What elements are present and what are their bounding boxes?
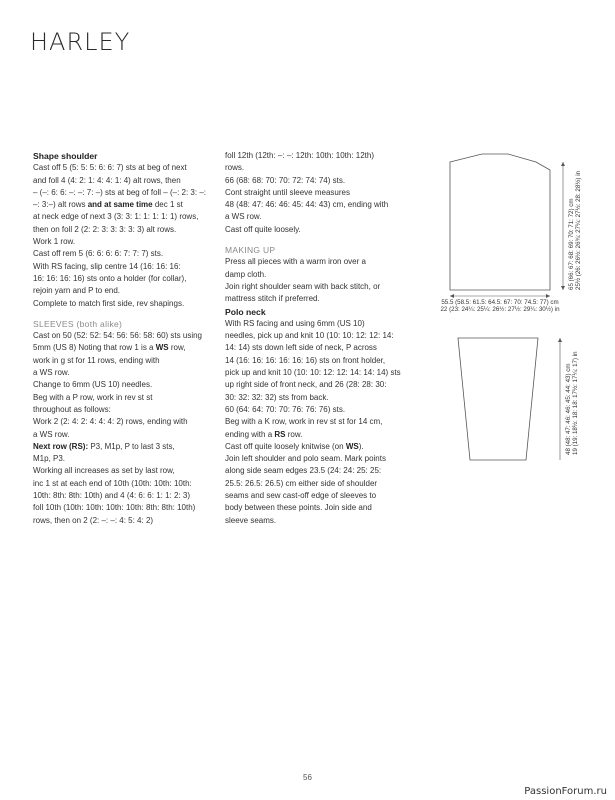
instruction-line: With RS facing, slip centre 14 (16: 16: 16:: [33, 261, 181, 271]
instruction-line: a WS row.: [33, 368, 70, 378]
sleeve-outline: [458, 338, 538, 460]
instruction-line: 14: 14) sts down left side of neck, P across: [225, 343, 377, 353]
instruction-line: rows.: [225, 163, 245, 173]
instruction-line: Join right shoulder seam with back stitch, or: [225, 281, 381, 291]
instruction-line: – (–: 6: 6: –: –: 7: –) sts at beg of foll – (–: 2: 3: –:: [33, 187, 206, 197]
instruction-line: 48 (48: 47: 46: 46: 45: 44: 43) cm, ending with: [225, 200, 389, 210]
shape-shoulder-heading: Shape shoulder: [33, 151, 98, 161]
sleeve-length-label-in: 19 (19: 18½: 18: 18: 17½: 17¼: 17) in: [572, 351, 579, 455]
instruction-line: Work 2 (2: 4: 2: 4: 4: 4: 2) rows, ending with: [33, 417, 188, 427]
instruction-line: mattress stitch if preferred.: [225, 294, 320, 304]
instruction-line: along side seam edges 23.5 (24: 24: 25: 25:: [225, 466, 382, 476]
instruction-line: work in g st for 11 rows, ending with: [33, 355, 160, 365]
instruction-line: rejoin yarn and P to end.: [33, 286, 121, 296]
making-up-heading: MAKING UP: [225, 245, 276, 256]
instruction-line: needles, pick up and knit 10 (10: 10: 12: 12: 14:: [225, 331, 394, 341]
instruction-line: a WS row.: [225, 212, 262, 222]
instruction-line: Working all increases as set by last row,: [33, 466, 175, 476]
instruction-line: 66 (68: 68: 70: 70: 72: 74: 74) sts.: [225, 175, 346, 185]
instruction-line: foll 10th (10th: 10th: 10th: 10th: 8th: 8th: 10th): [33, 503, 196, 513]
instruction-line: body between these points. Join side and: [225, 503, 372, 513]
instruction-line: 60 (64: 64: 70: 70: 76: 76: 76) sts.: [225, 404, 346, 414]
instruction-line: at neck edge of next 3 (3: 3: 1: 1: 1: 1: 1) rows,: [33, 212, 199, 222]
instruction-line: Press all pieces with a warm iron over a: [225, 257, 366, 267]
instruction-line: 25.5: 26.5: 26.5) cm either side of shoulder: [225, 478, 378, 488]
instructions-column-1: [33, 150, 241, 527]
instruction-line: inc 1 st at each end of 10th (10th: 10th: 10th:: [33, 478, 192, 488]
instruction-line: up right side of front neck, and 26 (28: 28: 30:: [225, 380, 387, 390]
instruction-line: Cast on 50 (52: 52: 54: 56: 56: 58: 60) sts using: [33, 331, 202, 341]
instruction-line: foll 12th (12th: –: –: 12th: 10th: 10th: 12th): [225, 151, 374, 160]
instruction-line: Join left shoulder and polo seam. Mark points: [225, 454, 386, 464]
instruction-line: sleeve seams.: [225, 515, 277, 525]
instruction-line: ending with a RS row.: [225, 429, 303, 439]
body-height-label: 65 (66: 67: 68: 69: 70: 71: 72) cm: [568, 198, 575, 290]
instruction-line: Next row (RS): P3, M1p, P to last 3 sts,: [33, 441, 175, 451]
instruction-line: –: 3:–) alt rows and at same time dec 1 st: [33, 200, 183, 210]
instruction-line: Cast off quite loosely.: [225, 224, 301, 234]
instruction-line: damp cloth.: [225, 269, 267, 279]
instruction-line: 14 (16: 16: 16: 16: 16: 16) sts on front holder,: [225, 355, 386, 365]
instruction-line: a WS row.: [33, 429, 70, 439]
sleeve-length-label: 48 (48: 47: 46: 46: 45: 44: 43) cm: [565, 363, 572, 455]
instruction-line: 5mm (US 8) Noting that row 1 is a WS row,: [33, 343, 186, 353]
body-width-label-in: 22 (23: 24¼: 25¼: 26½: 27½: 29¼: 30½) in: [440, 306, 560, 313]
body-height-label-in: 25½ (26: 26½: 26¾: 27¼: 27½: 28: 28½) in: [575, 170, 582, 290]
instruction-line: rows, then on 2 (2: –: –: 4: 5: 4: 2): [33, 515, 154, 525]
instruction-line: With RS facing and using 6mm (US 10): [225, 318, 365, 328]
instruction-line: pick up and knit 10 (10: 10: 12: 12: 14: 14: 14) sts: [225, 368, 401, 378]
instruction-line: and foll 4 (4: 2: 1: 4: 4: 1: 4) alt rows, then: [33, 175, 181, 185]
instruction-line: 16: 16: 16: 16) sts onto a holder (for collar),: [33, 273, 187, 283]
instruction-line: Beg with a P row, work in rev st st: [33, 392, 153, 402]
instructions-column-2: [225, 150, 425, 527]
page-number: 56: [303, 773, 312, 782]
polo-neck-heading: Polo neck: [225, 306, 266, 317]
instruction-line: M1p, P3.: [33, 454, 66, 464]
instruction-line: 10th: 8th: 8th: 10th) and 4 (4: 6: 6: 1: 1: 2: 3): [33, 491, 190, 501]
body-width-label: 55.5 (58.5: 61.5: 64.5: 67: 70: 74.5: 77) cm: [441, 299, 559, 306]
instruction-line: Complete to match first side, rev shapings.: [33, 298, 185, 308]
instruction-line: Beg with a K row, work in rev st st for 14 cm,: [225, 417, 383, 427]
instruction-line: Cast off quite loosely knitwise (on WS).: [225, 441, 364, 451]
pattern-title: HARLEY: [30, 28, 131, 56]
watermark: PassionForum.ru: [524, 786, 607, 797]
instruction-line: 30: 32: 32: 32) sts from back.: [225, 392, 329, 402]
emphasis-text: and at same time: [87, 200, 153, 210]
next-row-label: Next row (RS):: [33, 441, 89, 451]
instruction-line: Work 1 row.: [33, 237, 76, 247]
instruction-line: seams and sew cast-off edge of sleeves to: [225, 491, 377, 501]
sleeves-heading: SLEEVES (both alike): [33, 318, 123, 329]
instruction-line: Cont straight until sleeve measures: [225, 187, 350, 197]
instruction-line: throughout as follows:: [33, 404, 111, 414]
instruction-line: then on foll 2 (2: 2: 3: 3: 3: 3: 3) alt rows.: [33, 224, 177, 234]
body-outline: [450, 154, 550, 290]
garment-schematic: [430, 140, 615, 455]
instruction-line: Cast off rem 5 (6: 6: 6: 6: 7: 7: 7) sts.: [33, 249, 164, 259]
instruction-line: Cast off 5 (5: 5: 5: 6: 6: 7) sts at beg of next: [33, 163, 187, 173]
instruction-line: Change to 6mm (US 10) needles.: [33, 380, 153, 390]
